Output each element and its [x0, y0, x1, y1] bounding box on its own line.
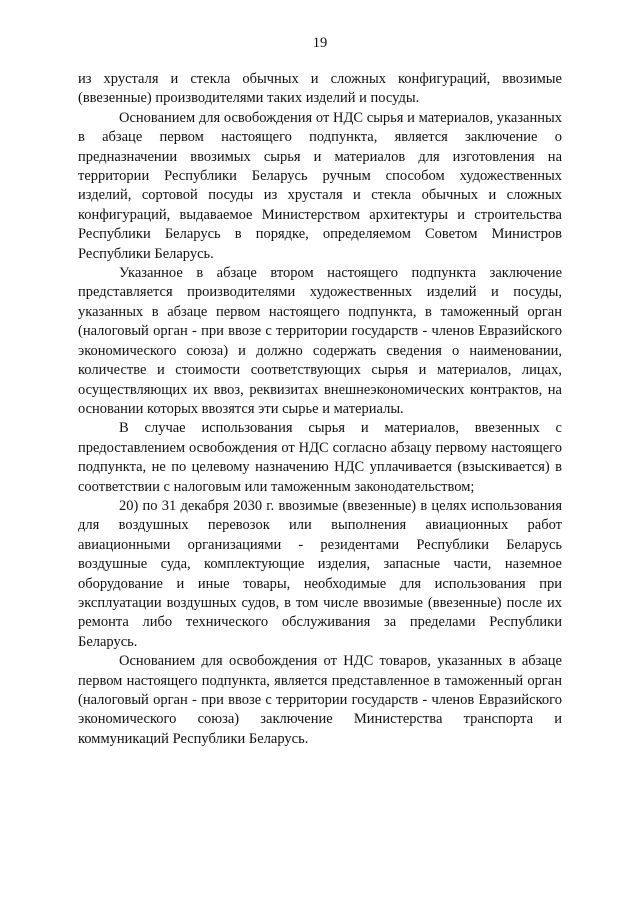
- page-number: 19: [312, 35, 328, 51]
- paragraph-basis-for-exemption: Основанием для освобождения от НДС сырья и материалов, указанных в абзаце первом настоящего подпункта, является заключение о предназначении ввозимых сырья и материалов для изготовления на территории Республики Беларусь ручным способом художественных изделий, сортовой посуды из хрусталя и стекла обычных и сложных конфигураций, выдаваемое Министерством архитектуры и строительства Республики Беларусь в порядке, определяемом Советом Министров Республики Беларусь.: [78, 109, 562, 262]
- document-body: [78, 70, 562, 749]
- paragraph-continuation: из хрусталя и стекла обычных и сложных конфигураций, ввозимые (ввезенные) производителями таких изделий и посуды.: [78, 71, 562, 107]
- paragraph-item-20: 20) по 31 декабря 2030 г. ввозимые (ввезенные) в целях использования для воздушных перевозок или выполнения авиационных работ авиационными организациями - резидентами Республики Беларусь воздушные суда, комплектующие изделия, запасные части, наземное оборудование и иные товары, необходимые для использования при эксплуатации воздушных судов, в том числе ввозимые (ввезенные) после их ремонта либо технического обслуживания за пределами Республики Беларусь.: [78, 497, 562, 650]
- paragraph-basis-for-goods-exemption: Основанием для освобождения от НДС товаров, указанных в абзаце первом настоящего подпункта, является представленное в таможенный орган (налоговый орган - при ввозе с территории государств - членов Евразийского экономического союза) заключение Министерства транспорта и коммуникаций Республики Беларусь.: [78, 653, 562, 747]
- paragraph-conclusion-submission: Указанное в абзаце втором настоящего подпункта заключение представляется производителями художественных изделий и посуды, указанных в абзаце первом настоящего подпункта, в таможенный орган (налоговый орган - при ввозе с территории государств - членов Евразийского экономического союза) и должно содержать сведения о наименовании, количестве и стоимости соответствующих сырья и материалов, лицах, осуществляющих их ввоз, реквизитах внешнеэкономических контрактов, на основании которых ввозятся эти сырье и материалы.: [78, 265, 562, 417]
- paragraph-misuse-vat: В случае использования сырья и материалов, ввезенных с предоставлением освобождения от НДС согласно абзацу первому настоящего подпункта, не по целевому назначению НДС уплачивается (взыскивается) в соответствии с налоговым или таможенным законодательством;: [78, 420, 562, 495]
